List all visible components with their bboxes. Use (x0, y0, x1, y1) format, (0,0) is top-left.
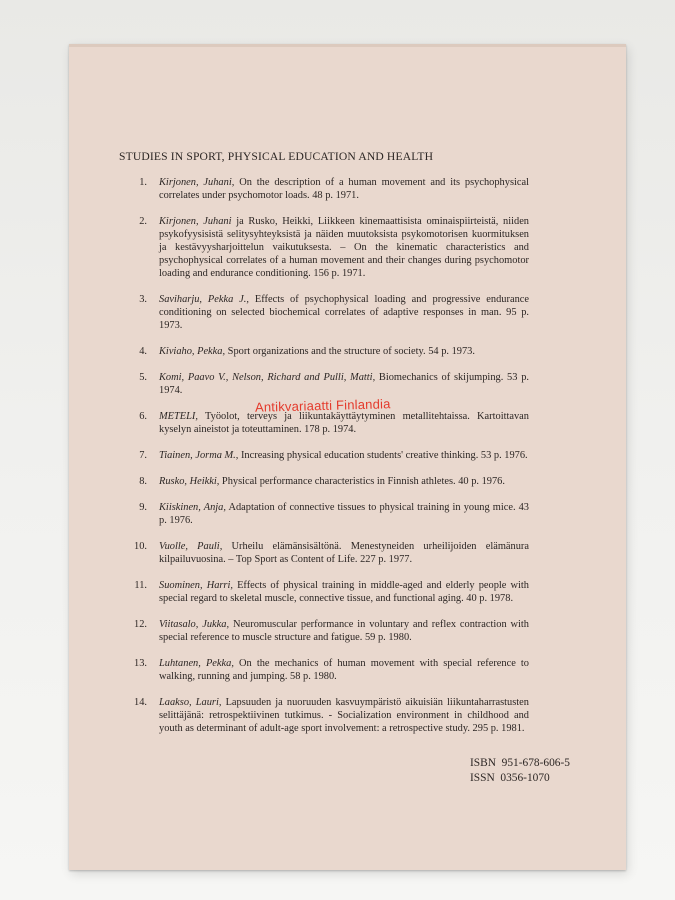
entry-description: ja Rusko, Heikki, Liikkeen kinemaattisista ominaispiirteistä, niiden psykofyysisistä selitysyhteyksistä ja näiden muutoksista psykomotorisen kuormituksen ja kestävyysharjoittelun vaikutuksesta. – On the kinematic characteristics and psychophysical correlates of a human movement and their changes during psychomotor loading and endurance conditioning. 156 p. 1971. (159, 216, 530, 279)
entry-description: Sport organizations and the structure of society. 54 p. 1973. (225, 346, 475, 357)
entry-author: Kirjonen, Juhani (159, 216, 232, 227)
series-title: STUDIES IN SPORT, PHYSICAL EDUCATION AND HEALTH (119, 150, 434, 163)
entry-number: 11. (134, 580, 147, 591)
publication-entry (119, 293, 529, 332)
entry-author: Saviharju, Pekka J., (159, 294, 249, 305)
entry-author: Suominen, Harri, (159, 580, 233, 591)
entry-description: On the description of a human movement and its psychophysical correlates under psychomotor loads. 48 p. 1971. (159, 177, 529, 201)
entry-author: Vuolle, Pauli, (159, 541, 223, 552)
identifier-block (470, 756, 570, 786)
entry-description: Effects of physical training in middle-aged and elderly people with special regard to skeletal muscle, connective tissue, and functional aging. 40 p. 1978. (159, 580, 529, 604)
publication-list (119, 176, 529, 735)
entry-description: Effects of psychophysical loading and progressive endurance conditioning on selected biochemical correlates of adaptive responses in man. 95 p. 1973. (159, 294, 529, 331)
publication-entry (119, 657, 529, 683)
issn-number: ISSN 0356-1070 (470, 772, 550, 784)
entry-description: Neuromuscular performance in voluntary and reflex contraction with special reference to muscle structure and fatigue. 59 p. 1980. (159, 619, 529, 643)
publication-entry (119, 475, 529, 488)
entry-description: Työolot, terveys ja liikuntakäyttäytyminen metallitehtaissa. Kartoittavan kyselyn aineistot ja toteuttaminen. 178 p. 1974. (159, 411, 529, 435)
publication-entry (119, 618, 529, 644)
entry-number: 14. (134, 697, 147, 708)
entry-number: 5. (139, 372, 147, 383)
cover-edge (69, 44, 626, 47)
entry-author: Komi, Paavo V., Nelson, Richard and Pulli, Matti, (159, 372, 376, 383)
entry-description: Adaptation of connective tissues to physical training in young mice. 43 p. 1976. (159, 502, 530, 526)
entry-number: 1. (139, 177, 147, 188)
publication-entry (119, 449, 529, 462)
entry-author: Laakso, Lauri, (159, 697, 222, 708)
publication-entry (119, 176, 529, 202)
entry-description: On the mechanics of human movement with special reference to walking, running and jumping. 58 p. 1980. (159, 658, 529, 682)
watermark-text: Antikvariaatti Finlandia (254, 396, 391, 415)
publication-entry (119, 410, 529, 436)
publication-entry (119, 215, 529, 280)
publication-entry (119, 696, 529, 735)
entry-number: 6. (139, 411, 147, 422)
entry-number: 10. (134, 541, 147, 552)
series-listing (119, 150, 529, 748)
entry-number: 3. (139, 294, 147, 305)
entry-number: 7. (139, 450, 147, 461)
entry-author: METELI, (159, 411, 198, 422)
entry-author: Luhtanen, Pekka, (159, 658, 234, 669)
isbn-number: ISBN 951-678-606-5 (470, 757, 570, 769)
entry-author: Viitasalo, Jukka, (159, 619, 230, 630)
entry-description: Biomechanics of skijumping. 53 p. 1974. (159, 372, 529, 396)
entry-description: Urheilu elämänsisältönä. Menestyneiden urheilijoiden elämänura kilpailuvuosina. – Top Sport as Content of Life. 227 p. 1977. (159, 541, 530, 565)
entry-author: Tiainen, Jorma M., (159, 450, 239, 461)
entry-number: 4. (139, 346, 147, 357)
entry-author: Kiiskinen, Anja, (159, 502, 226, 513)
entry-number: 8. (139, 476, 147, 487)
entry-number: 13. (134, 658, 147, 669)
entry-description: Physical performance characteristics in Finnish athletes. 40 p. 1976. (219, 476, 505, 487)
publication-entry (119, 501, 529, 527)
entry-author: Kirjonen, Juhani, (159, 177, 235, 188)
publication-entry (119, 371, 529, 397)
entry-number: 12. (134, 619, 147, 630)
entry-number: 9. (139, 502, 147, 513)
publication-entry (119, 345, 529, 358)
entry-description: Lapsuuden ja nuoruuden kasvuympäristö aikuisiän liikuntaharrastusten selittäjänä: retrospektiivinen tutkimus. - Socialization environment in childhood and youth as determinant of adult-age sport involvement: a retrospective study. 295 p. 1981. (159, 697, 529, 734)
entry-description: Increasing physical education students' creative thinking. 53 p. 1976. (238, 450, 528, 461)
entry-author: Rusko, Heikki, (159, 476, 220, 487)
publication-entry (119, 540, 529, 566)
publication-entry (119, 579, 529, 605)
entry-number: 2. (139, 216, 147, 227)
entry-author: Kiviaho, Pekka, (159, 346, 226, 357)
